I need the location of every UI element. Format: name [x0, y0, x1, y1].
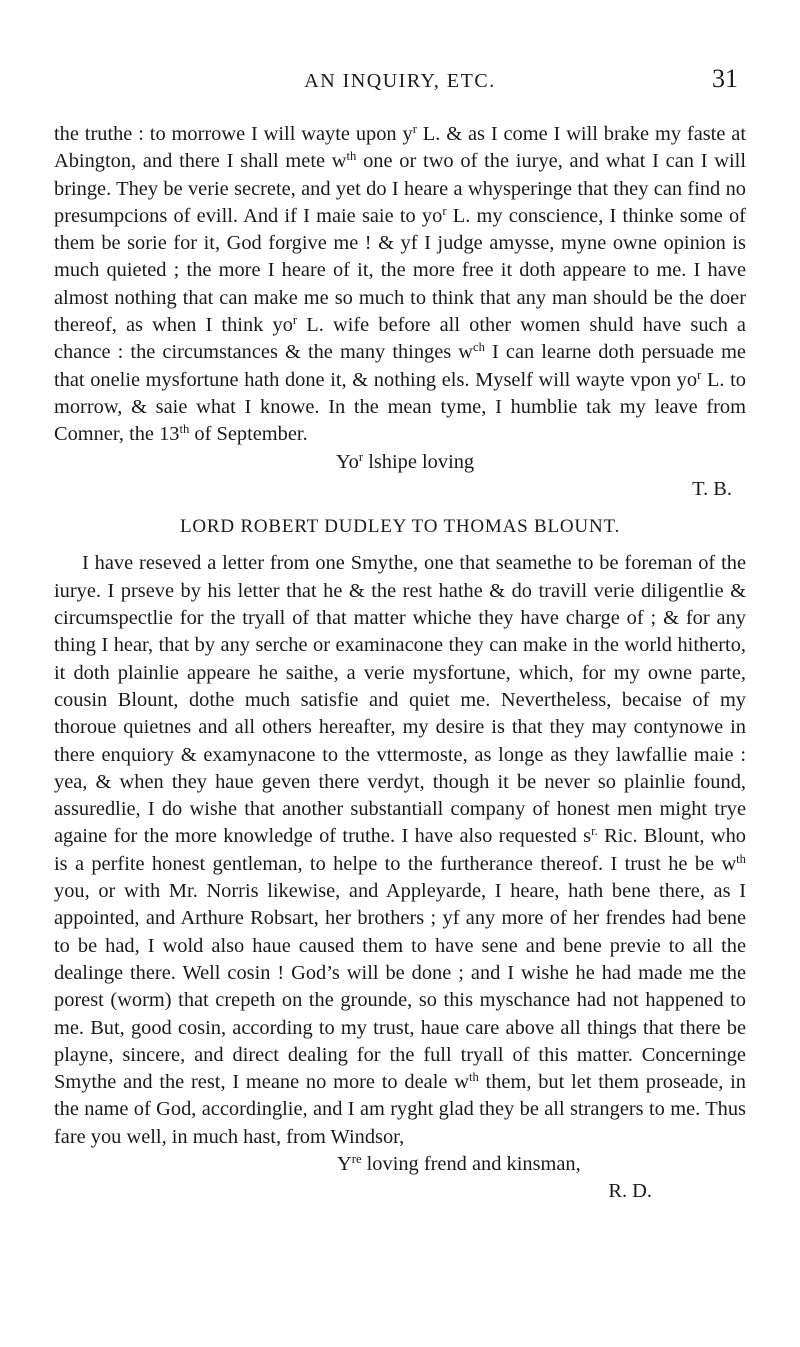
text-run: them, but let them proseade, in the name of God, accordinglie, and I am ryght glad they be all strangers to me. Thus fare you well, in much hast, from Windsor, [54, 1071, 746, 1148]
superscript-abbreviation: re [351, 1152, 362, 1167]
superscript-abbreviation: r [358, 449, 364, 464]
letter-1-closing-paragraph [54, 121, 746, 449]
superscript-abbreviation: th [179, 422, 190, 437]
text-run: I have reseved a letter from one Smythe, one that seamethe to be foreman of the iurye. I prseve by his letter that he & the rest hathe & do travill verie diligentlie & circumspectlie for the tryall of that matter whiche they have charge of ; & for any thing I hear, that by any serche or examinacone they can make in the world hitherto, it doth plainlie appeare he saithe, a verie mysfortune, which, for my owne parte, cousin Blount, dothe much satisfie and quiet me. Nevertheless, becaise of my thoroue quietnes and all others hereafter, my desire is that they may contynowe in there enquiory & examynacone to the vttermoste, as longe as they lawfallie maie : yea, & when they haue geven there verdyt, though it be never so plainlie found, assuredlie, I do wishe that another substantiall company of honest men might trye againe for the more knowledge of truthe. I have also requested s [54, 552, 746, 848]
text-run: one or two of the iurye, and what I can I will bringe. They be verie secrete, and yet do I heare a whysperinge that they can find no presumpcions of evill. And if I maie saie to yo [54, 150, 746, 227]
text-run: of September. [189, 423, 308, 446]
text-run: L. my conscience, I thinke some of them be sorie for it, God forgive me ! & yf I judge amysse, myne owne opinion is much quieted ; the more I heare of it, the more free it doth appeare to me. I have almost nothing that can make me so much to think that any man should be the doer thereof, as when I think yo [54, 204, 746, 337]
superscript-abbreviation: r [292, 313, 298, 328]
letter-1-signature-initials: T. B. [692, 477, 732, 500]
page-number: 31 [712, 64, 738, 93]
superscript-abbreviation: r [442, 203, 447, 218]
letter-1-valediction [54, 449, 746, 476]
text-run: L. wife before all other women shuld have such a chance : the circumstances & the many thinges w [54, 314, 746, 364]
text-run: the truthe : to morrowe I will wayte upon y [54, 123, 413, 145]
text-run: L. & as I come I will brake my faste at Abington, and there I shall mete w [54, 123, 746, 173]
letter-2-body-paragraph [54, 550, 746, 1151]
page-body [54, 121, 746, 1206]
text-run: loving frend and kinsman, [361, 1152, 581, 1175]
superscript-abbreviation: r [697, 367, 702, 382]
superscript-abbreviation: th [468, 1070, 479, 1085]
letter-2-valediction [54, 1151, 746, 1178]
superscript-abbreviation: r [412, 122, 417, 137]
running-head [54, 64, 746, 96]
text-run: lshipe loving [363, 450, 475, 473]
text-run: Yo [336, 450, 359, 473]
letter-2-signature-initials: R. D. [608, 1180, 652, 1203]
superscript-abbreviation: ch [473, 340, 485, 355]
superscript-abbreviation: r. [591, 824, 598, 839]
letter-2-heading: LORD ROBERT DUDLEY TO THOMAS BLOUNT. [179, 516, 621, 538]
superscript-abbreviation: th [346, 149, 357, 164]
superscript-abbreviation: th [736, 851, 746, 866]
text-run: you, or with Mr. Norris likewise, and Appleyarde, I heare, hath bene there, as I appointed, and Arthure Robsart, her brothers ; yf any more of her frendes had bene to be had, I wold also haue caused them to have sene and bene previe to all the dealinge there. Well cosin ! God’s will be done ; and I wishe he had made me the porest (worm) that crepeth on the grounde, so this myschance had not happened to me. But, good cosin, according to my trust, haue care above all things that there be playne, sincere, and direct dealing for the full tryall of this matter. Concerninge Smythe and the rest, I meane no more to deale w [54, 880, 746, 1094]
text-run: I can learne doth persuade me that onelie mysfortune hath done it, & nothing els. Myself will wayte vpon yo [54, 341, 746, 391]
text-run: Ric. Blount, who is a perfite honest gentleman, to helpe to the furtherance thereof. I trust he be w [54, 825, 746, 875]
running-title: AN INQUIRY, ETC. [304, 70, 496, 92]
text-run: L. to morrow, & saie what I knowe. In the mean tyme, I humblie tak my leave from Comner, the 13 [54, 368, 746, 446]
text-run: Y [337, 1152, 352, 1175]
